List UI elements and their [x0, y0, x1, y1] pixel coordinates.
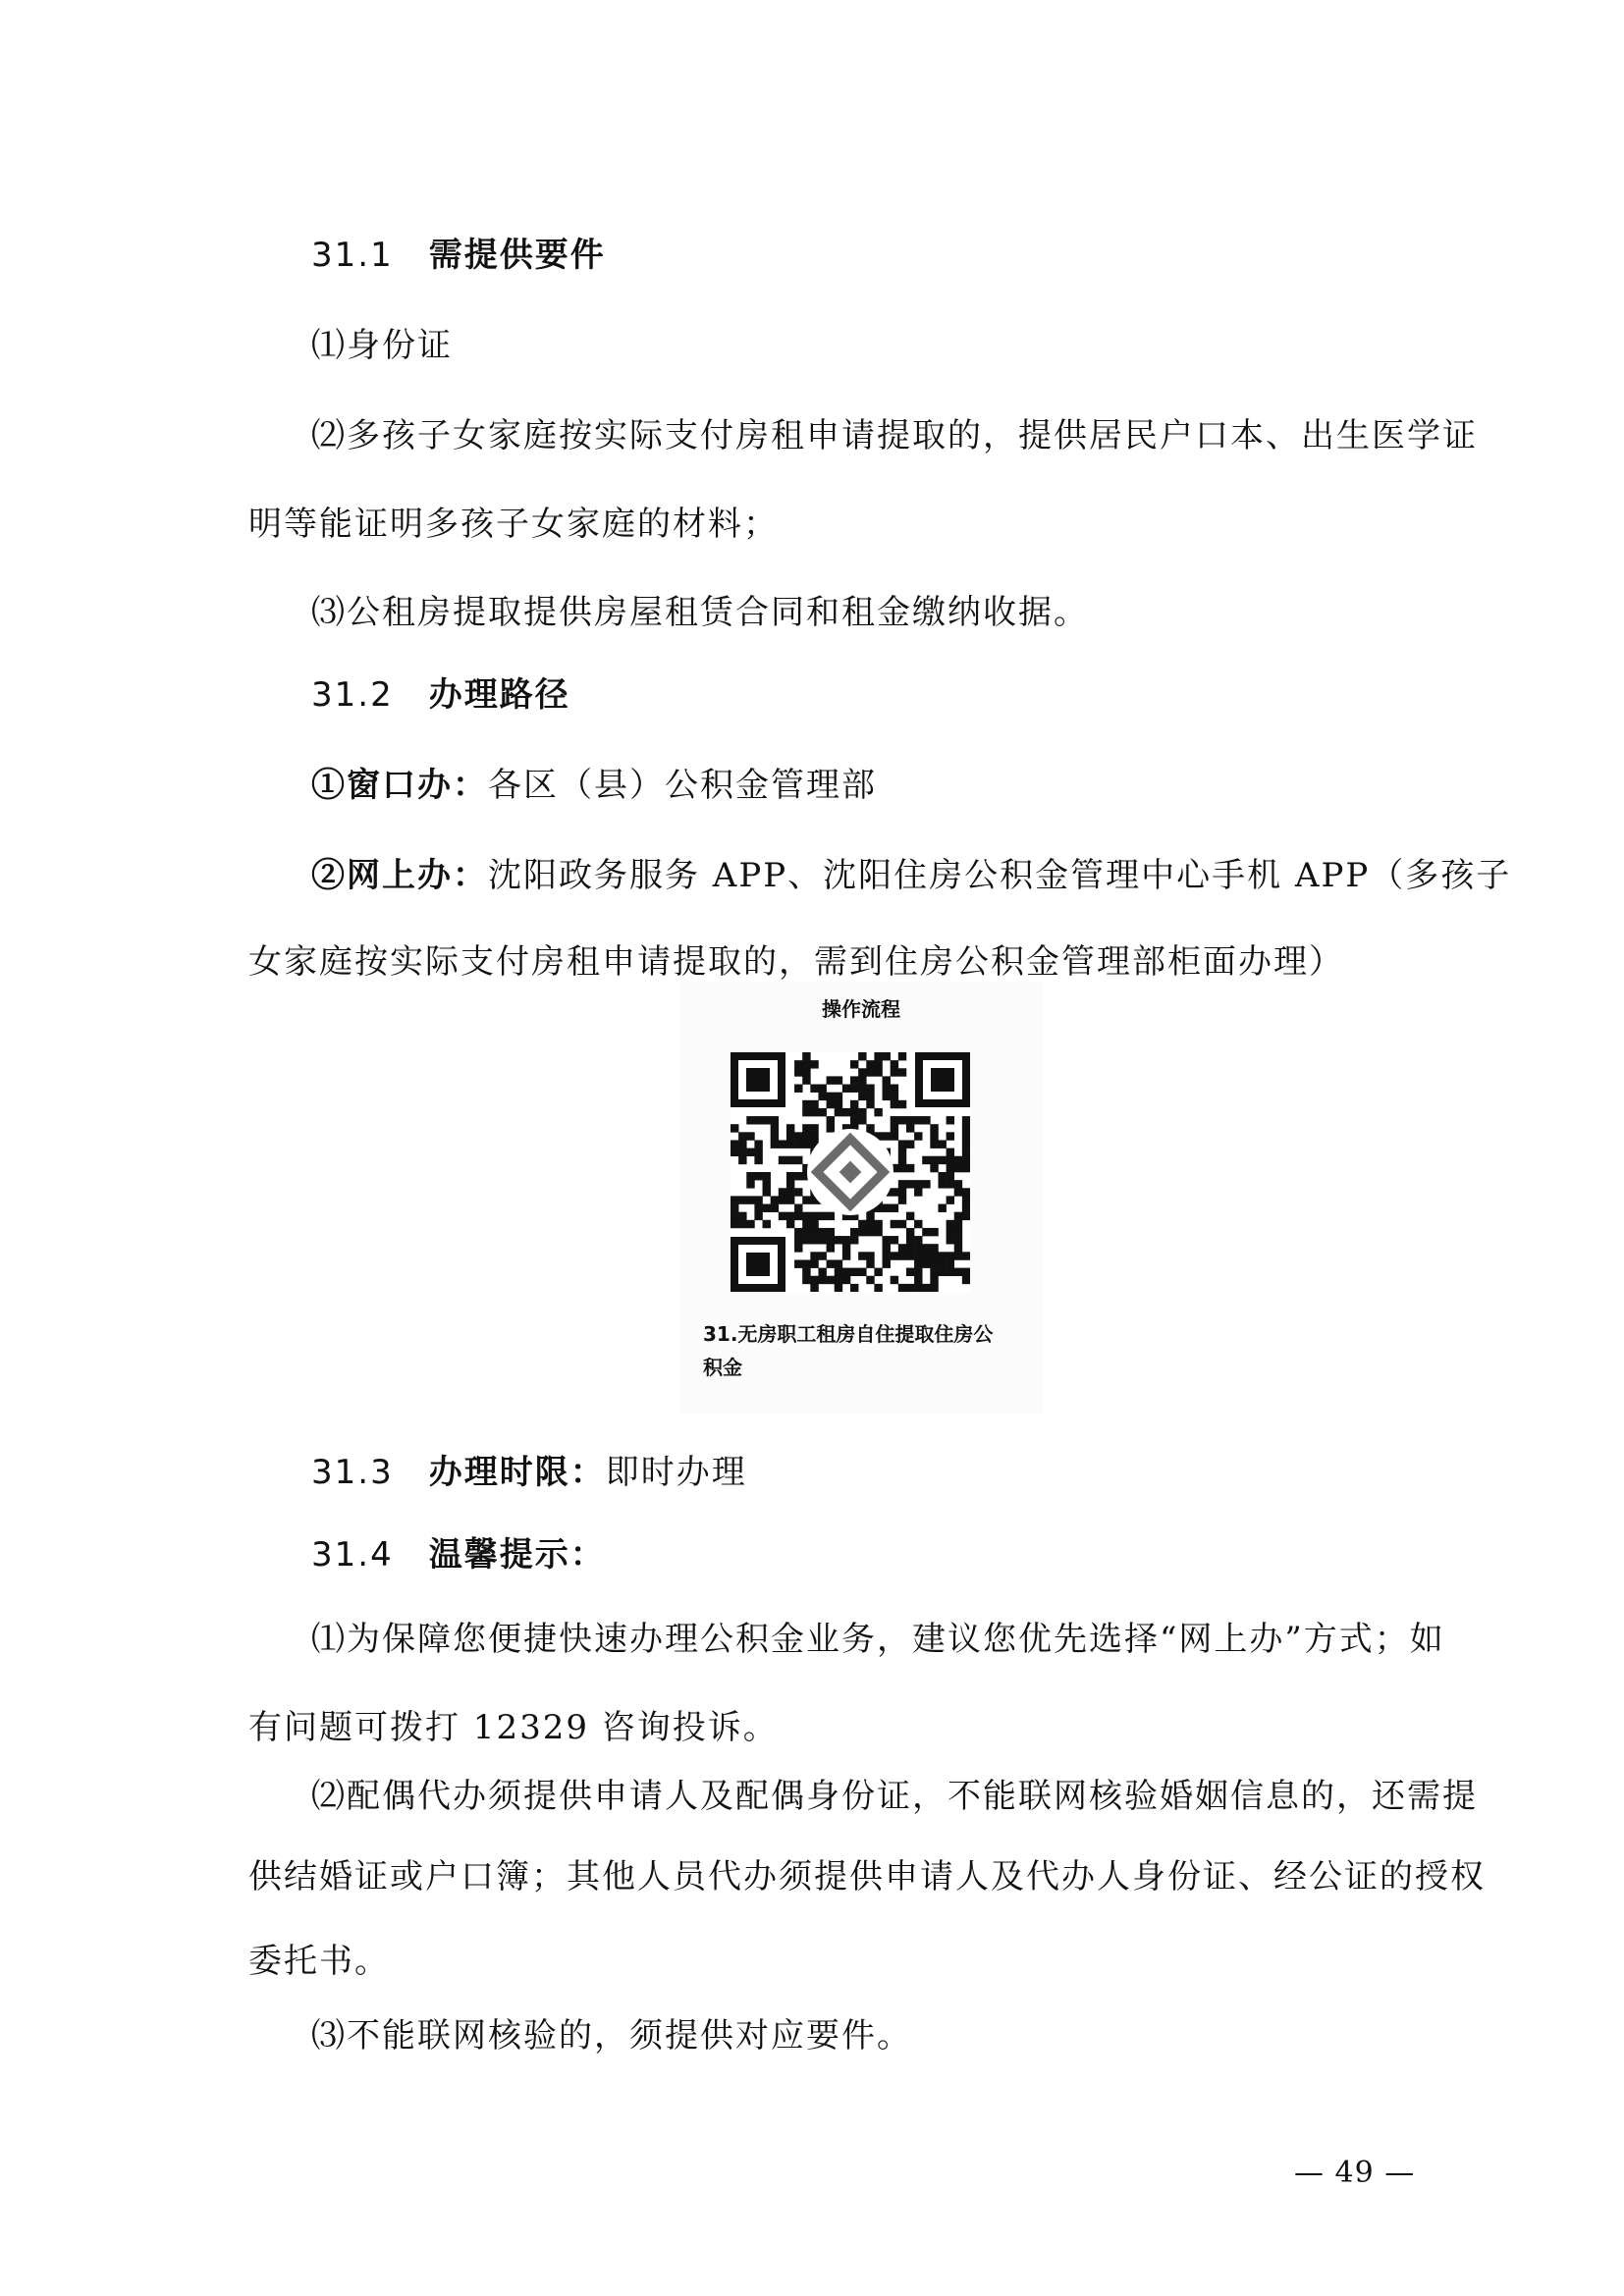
path-window-text: 各区（县）公积金管理部 [488, 766, 877, 805]
qr-caption-line-2: 积金 [703, 1356, 742, 1379]
path-online-line-2: 女家庭按实际支付房租申请提取的，需到住房公积金管理部柜面办理） [248, 942, 1344, 982]
section-number: 31.2 [311, 675, 394, 715]
page-number: — 49 — [1294, 2156, 1416, 2190]
section-number: 31.3 [311, 1453, 394, 1492]
section-number: 31.1 [311, 236, 394, 275]
section-heading-31-1 [311, 234, 606, 277]
tip-3: ⑶不能联网核验的，须提供对应要件。 [311, 2016, 912, 2056]
section-title: 办理时限： [428, 1453, 606, 1492]
requirement-item-3: ⑶公租房提取提供房屋租赁合同和租金缴纳收据。 [311, 593, 1089, 632]
tip-1-line-1: ⑴为保障您便捷快速办理公积金业务，建议您优先选择“网上办”方式；如 [311, 1620, 1445, 1659]
path-online-text: 沈阳政务服务 APP、沈阳住房公积金管理中心手机 APP（多孩子 [488, 856, 1512, 895]
path-online-label: ②网上办： [311, 856, 488, 895]
qr-caption [703, 1317, 1027, 1384]
qr-caption-line-1: 31.无房职工租房自住提取住房公 [703, 1322, 994, 1346]
qr-title: 操作流程 [822, 997, 900, 1021]
section-title: 办理路径 [428, 675, 570, 715]
section-heading-31-3 [311, 1451, 747, 1494]
section-number: 31.4 [311, 1535, 394, 1575]
requirement-item-2-line-1: ⑵多孩子女家庭按实际支付房租申请提取的，提供居民户口本、出生医学证 [311, 416, 1478, 455]
requirement-item-2-line-2: 明等能证明多孩子女家庭的材料； [248, 505, 779, 544]
path-online [311, 854, 1511, 897]
qr-code-icon[interactable] [731, 1052, 970, 1292]
tip-2-line-2: 供结婚证或户口簿；其他人员代办须提供申请人及代办人身份证、经公证的授权 [248, 1857, 1486, 1896]
path-window [311, 764, 877, 807]
section-heading-31-4 [311, 1533, 606, 1576]
tip-2-line-1: ⑵配偶代办须提供申请人及配偶身份证，不能联网核验婚姻信息的，还需提 [311, 1777, 1478, 1816]
section-title: 温馨提示： [428, 1535, 606, 1575]
tip-2-line-3: 委托书。 [248, 1942, 390, 1981]
section-value: 即时办理 [605, 1453, 747, 1492]
tip-1-line-2: 有问题可拨打 12329 咨询投诉。 [248, 1708, 779, 1747]
section-heading-31-2 [311, 673, 570, 717]
path-window-label: ①窗口办： [311, 766, 488, 805]
requirement-item-1: ⑴身份证 [311, 326, 453, 365]
qr-card [679, 982, 1043, 1414]
section-title: 需提供要件 [428, 236, 606, 275]
